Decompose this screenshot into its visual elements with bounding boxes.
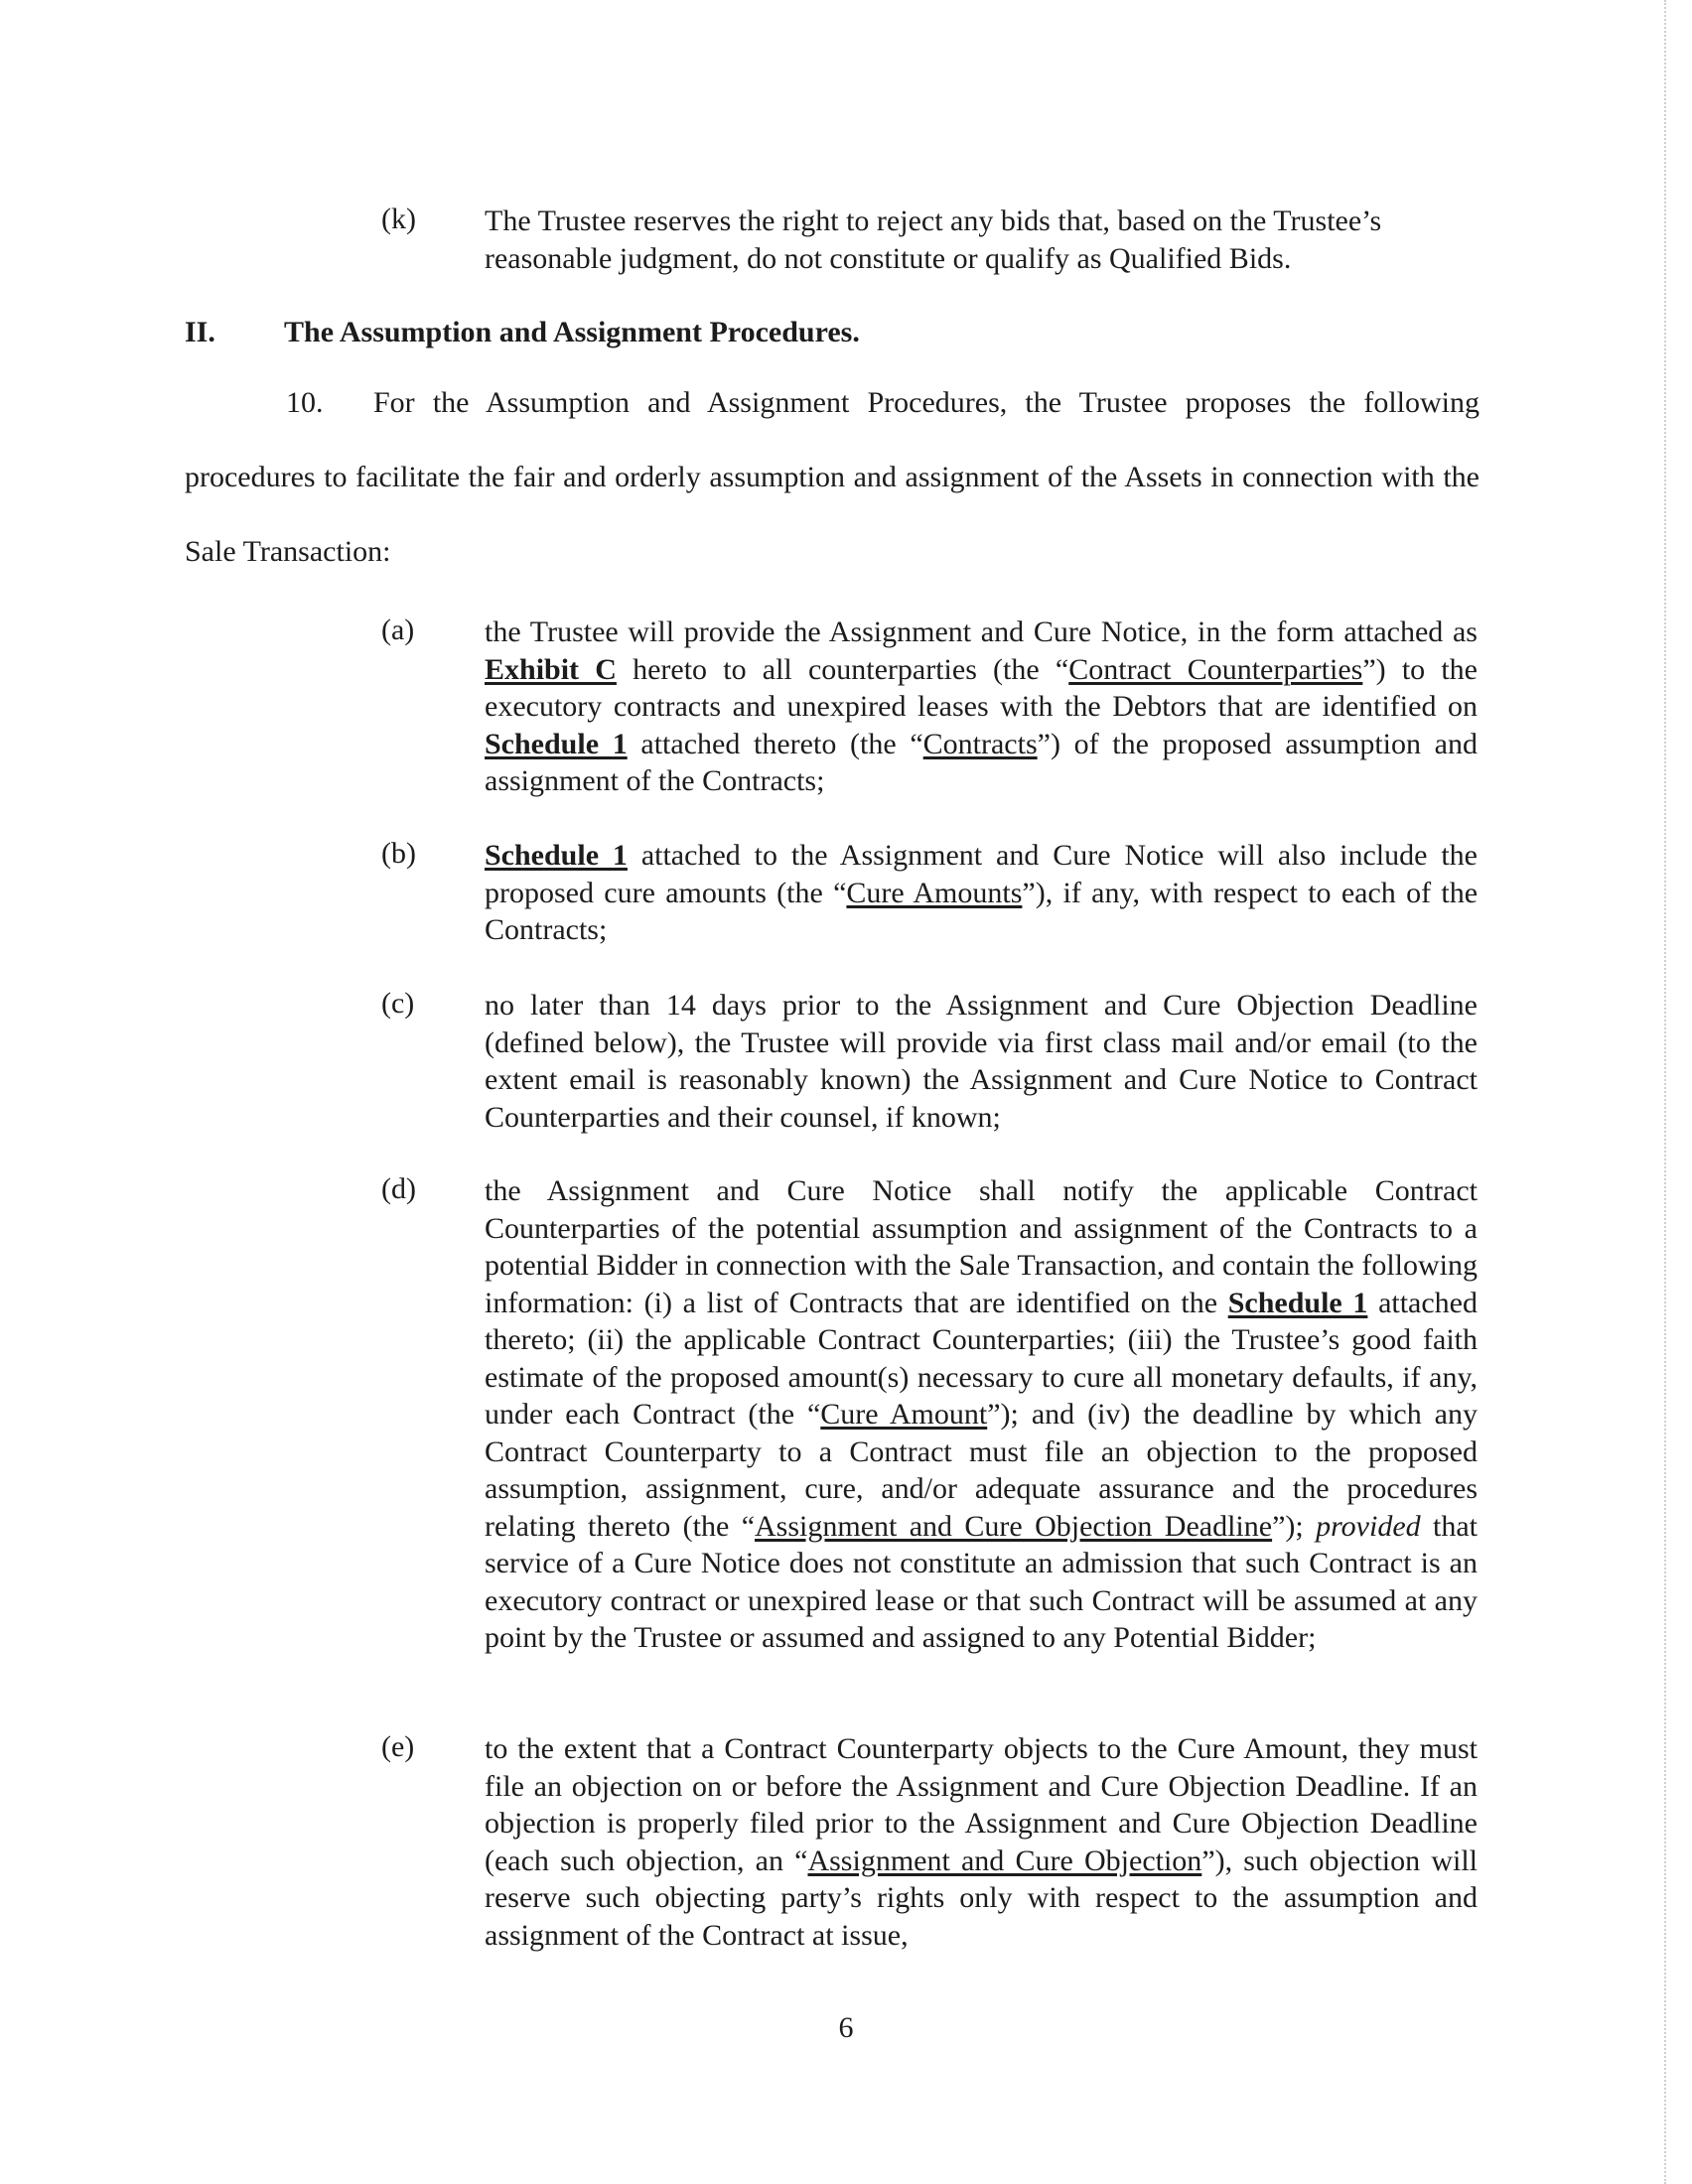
item-text bbox=[485, 614, 1478, 800]
text-run: the Assignment and Cure Notice shall notify the applicable Contract Counterparties of the potential assumption and assignment of the Contracts to a potential Bidder in connection with the Sale Transaction, and contain the following information: (i) a list of Contracts that are identified on the bbox=[485, 1174, 1478, 1319]
text-run: ”) to the executory contracts and unexpired leases with the Debtors that are identified on bbox=[485, 652, 1479, 723]
text-run: ”); and (iv) the deadline by which any Contract Counterparty to a Contract must file an objection to the proposed assumption, assignment, cure, and/or adequate assurance and the procedures relating thereto (the “ bbox=[485, 1398, 1479, 1543]
text-run: ”); bbox=[1272, 1509, 1317, 1543]
defined-term: Contract Counterparties bbox=[1068, 652, 1363, 686]
section-number: II. bbox=[185, 316, 215, 348]
item-marker: (e) bbox=[381, 1730, 415, 1763]
exhibit-reference: Exhibit C bbox=[485, 652, 617, 686]
section-title: The Assumption and Assignment Procedures. bbox=[284, 316, 860, 348]
text-run: the Trustee will provide the Assignment and Cure Notice, in the form attached as bbox=[485, 615, 1478, 648]
paragraph-number: 10. bbox=[286, 386, 324, 419]
item-text bbox=[485, 1172, 1478, 1657]
text-run: to the extent that a Contract Counterparty objects to the Cure Amount, they must file an objection on or before the Assignment and Cure Objection Deadline. If an objection is properly filed prior to the Assignment and Cure Objection Deadline (each such objection, an “ bbox=[485, 1732, 1478, 1877]
text-run: attached thereto; (ii) the applicable Contract Counterparties; (iii) the Trustee’s good faith estimate of the proposed amount(s) necessary to cure all monetary defaults, if any, under each Contract (the “ bbox=[485, 1286, 1478, 1431]
defined-term: Assignment and Cure Objection bbox=[807, 1843, 1202, 1877]
item-marker: (a) bbox=[381, 614, 415, 646]
defined-term: Cure Amounts bbox=[846, 876, 1023, 909]
italic-term: provided bbox=[1316, 1509, 1421, 1543]
item-text: no later than 14 days prior to the Assignment and Cure Objection Deadline (defined below), the Trustee will provide via first class mail and/or email (to the extent email is reasonably known) the Assignment and Cure Notice to Contract Counterparties and their counsel, if known; bbox=[485, 989, 1478, 1134]
text-run: that service of a Cure Notice does not constitute an admission that such Contract is an executory contract or unexpired lease or that such Contract will be assumed at any point by the Trustee or assumed and assigned to any Potential Bidder; bbox=[485, 1509, 1479, 1654]
defined-term: Cure Amount bbox=[820, 1398, 988, 1431]
item-text bbox=[485, 837, 1478, 949]
text-run: ”), such objection will reserve such objecting party’s rights only with respect to the assumption and assignment of the Contract at issue, bbox=[485, 1843, 1478, 1952]
text-run: hereto to all counterparties (the “ bbox=[616, 652, 1069, 686]
text-run: ”), if any, with respect to each of the Contracts; bbox=[485, 876, 1479, 946]
schedule-reference: Schedule 1 bbox=[485, 839, 628, 872]
schedule-reference: Schedule 1 bbox=[485, 727, 628, 760]
page-number: 6 bbox=[838, 2011, 854, 2044]
item-text: The Trustee reserves the right to reject any bids that, based on the Trustee’s reasonable judgment, do not constitute or qualify as Qualified Bids. bbox=[485, 205, 1382, 275]
item-marker: (d) bbox=[381, 1172, 416, 1205]
paragraph-10 bbox=[185, 365, 1480, 589]
item-marker: (k) bbox=[381, 203, 416, 235]
item-marker: (b) bbox=[381, 837, 416, 870]
defined-term: Assignment and Cure Objection Deadline bbox=[755, 1509, 1273, 1543]
item-text bbox=[485, 1730, 1478, 1954]
item-marker: (c) bbox=[381, 987, 415, 1020]
text-run: attached thereto (the “ bbox=[627, 727, 923, 760]
schedule-reference: Schedule 1 bbox=[1227, 1286, 1368, 1319]
paragraph-text: For the Assumption and Assignment Procedures, the Trustee proposes the following procedures to facilitate the fair and orderly assumption and assignment of the Assets in connection with the Sale Transaction: bbox=[185, 386, 1480, 568]
defined-term: Contracts bbox=[922, 727, 1038, 760]
text-run: ”) of the proposed assumption and assignment of the Contracts; bbox=[485, 727, 1478, 797]
text-run: attached to the Assignment and Cure Notice will also include the proposed cure amounts (the “ bbox=[485, 839, 1478, 909]
